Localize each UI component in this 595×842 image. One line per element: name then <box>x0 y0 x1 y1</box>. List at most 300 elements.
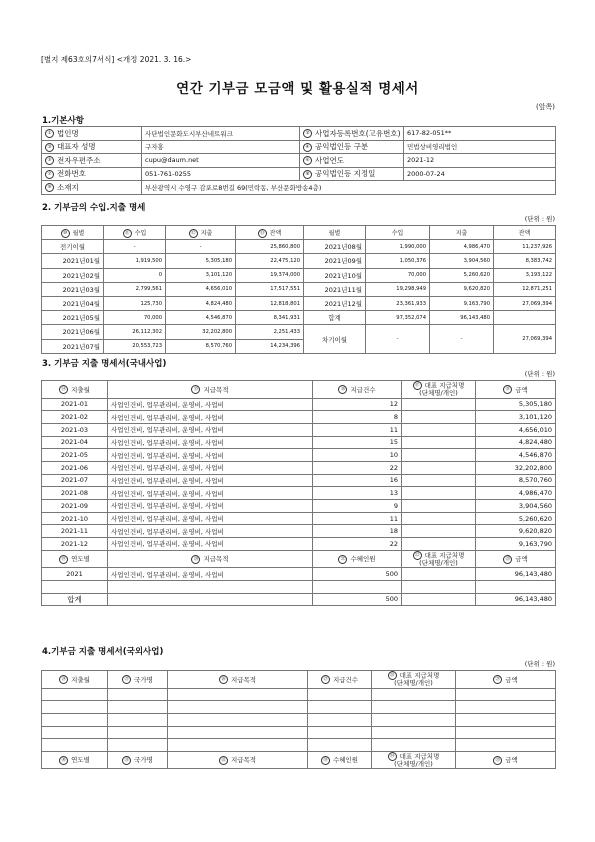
expense-row <box>42 487 556 500</box>
header-row <box>42 226 556 240</box>
year-row <box>42 568 556 581</box>
blank-cell <box>402 580 476 593</box>
carry-over-balance <box>494 325 556 353</box>
info-row <box>42 140 556 154</box>
income-value-text: 70,000 <box>143 314 162 321</box>
total-beneficiaries-text: 500 <box>385 595 398 604</box>
month-row <box>42 268 556 282</box>
expense-row <box>42 525 556 538</box>
column-header-text: 지급건수 <box>332 675 359 684</box>
month-label <box>42 240 104 254</box>
expense-amount <box>476 500 556 513</box>
expense-month-text: 2021-02 <box>60 413 89 422</box>
balance-value <box>494 254 556 268</box>
expense-amount-text: 5,305,180 <box>518 400 552 409</box>
item-number-badge: ⑧ <box>303 170 312 179</box>
month-label <box>42 339 104 353</box>
expense-amount <box>476 436 556 449</box>
income-value-text: 70,000 <box>407 272 426 279</box>
income-value <box>104 268 166 282</box>
column-header-text: 대표 지급처명 <box>424 381 465 390</box>
expense-amount-text: 9,620,820 <box>518 527 552 536</box>
info-label-text: 사업자등록번호(고유번호) <box>315 128 401 138</box>
info-label <box>42 154 142 168</box>
column-header-text: 월별 <box>328 230 341 238</box>
income-value-text: 2,799,561 <box>135 286 162 293</box>
income-value <box>104 282 166 296</box>
expense-amount-text: 32,202,800 <box>514 463 552 472</box>
month-label <box>42 311 104 325</box>
expense-row <box>42 500 556 513</box>
item-number-badge: ㉟ <box>493 756 502 765</box>
balance-value <box>494 296 556 310</box>
blank-cell <box>456 701 556 714</box>
blank-cell <box>42 688 108 701</box>
month-label-text: 2021년02월 <box>62 271 100 280</box>
info-label <box>42 127 142 141</box>
income-value-text: 23,361,933 <box>396 300 426 307</box>
expense-count <box>313 398 402 411</box>
expense-month <box>42 449 108 462</box>
income-value-text: 0 <box>158 272 162 279</box>
section-1-heading: 1.기본사항 <box>42 116 84 126</box>
basic-info-table <box>41 126 556 195</box>
expense-month-text: 2021-04 <box>60 438 89 447</box>
expense-purpose-text: 사업인건비, 업무관리비, 운영비, 사업비 <box>111 476 224 485</box>
total-amount-text: 96,143,480 <box>514 595 552 604</box>
item-number-badge: ㉙ <box>493 675 502 684</box>
blank-cell <box>372 701 456 714</box>
item-number-badge: ⑮ <box>191 385 200 394</box>
column-header <box>304 226 366 240</box>
column-header <box>402 550 476 568</box>
blank-cell <box>108 713 168 726</box>
blank-cell <box>42 726 108 739</box>
expense-month-text: 2021-06 <box>60 463 89 472</box>
balance-value-text: 11,237,926 <box>522 243 552 250</box>
column-header <box>456 751 556 769</box>
year-purpose-text: 사업인건비, 업무관리비, 운영비, 사업비 <box>111 570 224 579</box>
column-header <box>42 226 104 240</box>
item-number-badge: ㉘ <box>388 671 397 680</box>
column-header-text: 대표 지급처명 <box>399 671 440 680</box>
item-number-badge: ⑪ <box>123 229 132 238</box>
expense-amount-text: 8,570,760 <box>518 476 552 485</box>
expense-count-text: 18 <box>389 527 398 536</box>
recipient-name <box>402 487 476 500</box>
year-label-text: 2021 <box>66 570 83 579</box>
column-header-text: 수입 <box>134 229 147 237</box>
column-header <box>42 381 108 399</box>
column-header <box>402 381 476 399</box>
balance-value <box>236 282 304 296</box>
column-header-subtext: (단체명/개인) <box>419 558 458 567</box>
item-number-badge: ④ <box>303 143 312 152</box>
expense-value <box>166 268 236 282</box>
expense-amount <box>476 423 556 436</box>
expense-count <box>313 500 402 513</box>
info-label-text: 소재지 <box>57 182 79 192</box>
column-header-text: 지급목적 <box>230 675 257 684</box>
income-value-text: 125,730 <box>140 300 162 307</box>
column-header <box>430 226 494 240</box>
expense-value-text: 3,101,120 <box>205 272 232 279</box>
expense-count <box>313 423 402 436</box>
expense-purpose <box>108 525 313 538</box>
month-row <box>42 325 556 339</box>
item-number-badge: ⑳ <box>191 555 200 564</box>
blank-cell <box>168 739 308 752</box>
income-value <box>104 296 166 310</box>
expense-amount-text: 9,163,790 <box>518 539 552 548</box>
column-header <box>308 751 372 769</box>
year-amount <box>476 568 556 581</box>
column-header-text: 잔액 <box>518 230 531 238</box>
item-number-badge: ㉓ <box>503 555 512 564</box>
expense-month-text: 2021-08 <box>60 489 89 498</box>
expense-month <box>42 411 108 424</box>
expense-amount <box>476 398 556 411</box>
total-label-text: 합계 <box>328 314 341 323</box>
expense-month <box>42 423 108 436</box>
column-header <box>456 671 556 689</box>
column-header <box>168 671 308 689</box>
column-header-text: 지급건수 <box>350 385 376 394</box>
info-row <box>42 127 556 141</box>
info-row <box>42 167 556 181</box>
column-header-text: 대표 지급처명 <box>399 752 440 761</box>
month-row <box>42 254 556 268</box>
item-number-badge: ⑱ <box>503 385 512 394</box>
expense-purpose-text: 사업인건비, 업무관리비, 운영비, 사업비 <box>111 464 224 473</box>
expense-value <box>166 296 236 310</box>
blank-cell <box>456 726 556 739</box>
expense-purpose-text: 사업인건비, 업무관리비, 운영비, 사업비 <box>111 438 224 447</box>
expense-amount-text: 4,546,870 <box>518 451 552 460</box>
expense-count <box>313 436 402 449</box>
income-value-text: 26,112,302 <box>132 328 162 335</box>
balance-value-text: 14,234,396 <box>270 343 300 350</box>
balance-value-text: 2,251,433 <box>273 328 300 335</box>
info-value <box>404 154 556 168</box>
expense-count-text: 22 <box>389 539 398 548</box>
expense-amount-text: 4,824,480 <box>518 438 552 447</box>
info-value <box>142 140 300 154</box>
expense-count-text: 8 <box>393 413 398 422</box>
month-label <box>304 282 366 296</box>
item-number-badge: ㉛ <box>122 756 131 765</box>
expense-value-text: 9,620,820 <box>463 286 490 293</box>
expense-amount-text: 4,986,470 <box>518 489 552 498</box>
item-number-badge: ㉒ <box>413 551 422 560</box>
info-value-text: 구자홍 <box>145 143 164 152</box>
expense-count-text: 9 <box>393 501 398 510</box>
expense-month <box>42 512 108 525</box>
month-label-text: 2021년03월 <box>62 285 100 294</box>
balance-value-text: 12,871,251 <box>522 286 552 293</box>
info-label <box>42 181 142 195</box>
blank-cell <box>308 726 372 739</box>
column-header <box>308 671 372 689</box>
column-header <box>108 671 168 689</box>
blank-row <box>42 713 556 726</box>
column-header <box>108 751 168 769</box>
balance-value-text: 8,341,931 <box>273 314 300 321</box>
document-title: 연간 기부금 모금액 및 활용실적 명세서 <box>176 81 419 97</box>
section-2-heading: 2. 기부금의 수입.지출 명세 <box>42 203 146 213</box>
year-purpose <box>108 568 313 581</box>
month-label <box>304 296 366 310</box>
balance-value-text: 25,860,800 <box>270 243 300 250</box>
item-number-badge: ⑭ <box>59 385 68 394</box>
header-row <box>42 671 556 689</box>
info-label <box>300 127 404 141</box>
recipient-name <box>402 538 476 551</box>
expense-row <box>42 474 556 487</box>
column-header <box>166 226 236 240</box>
expense-value <box>430 254 494 268</box>
column-header-subtext: (단체명/개인) <box>394 679 433 687</box>
expense-value-text: 8,570,760 <box>205 343 232 350</box>
expense-value <box>430 296 494 310</box>
info-label-text: 법인명 <box>57 128 79 138</box>
expense-count-text: 11 <box>389 425 398 434</box>
blank-cell <box>108 593 313 606</box>
column-header-text: 대표 지급처명 <box>424 551 465 560</box>
expense-purpose-text: 사업인건비, 업무관리비, 운영비, 사업비 <box>111 502 224 511</box>
balance-value-text: 19,374,000 <box>270 272 300 279</box>
recipient-name <box>402 568 476 581</box>
column-header <box>42 550 108 568</box>
expense-purpose <box>108 398 313 411</box>
month-label-text: 2021년06월 <box>62 328 100 337</box>
item-number-badge: ⑤ <box>45 156 54 165</box>
expense-value-text: 4,986,470 <box>463 243 490 250</box>
balance-value <box>494 268 556 282</box>
column-header-text: 잔액 <box>269 229 282 237</box>
month-label <box>42 254 104 268</box>
expense-count-text: 11 <box>389 514 398 523</box>
expense-count <box>313 411 402 424</box>
info-label <box>42 167 142 181</box>
info-label <box>300 167 404 181</box>
column-header-text: 국가명 <box>134 675 153 684</box>
column-header-subtext: (단체명/개인) <box>419 389 458 397</box>
info-label <box>42 140 142 154</box>
income-value <box>366 240 430 254</box>
section-3-heading: 3. 기부금 지출 명세서(국내사업) <box>42 359 167 369</box>
expense-purpose <box>108 474 313 487</box>
expense-value <box>166 311 236 325</box>
blank-cell <box>456 739 556 752</box>
expense-purpose <box>108 512 313 525</box>
item-number-badge: ⑩ <box>61 229 70 238</box>
expense-count <box>313 487 402 500</box>
expense-value-text: 9,163,790 <box>463 300 490 307</box>
expense-count <box>313 538 402 551</box>
overseas-expense-table <box>41 670 556 769</box>
expense-count <box>313 512 402 525</box>
blank-cell <box>402 593 476 606</box>
blank-cell <box>108 580 313 593</box>
blank-row <box>42 701 556 714</box>
balance-value <box>236 339 304 353</box>
expense-purpose-text: 사업인건비, 업무관리비, 운영비, 사업비 <box>111 540 224 549</box>
month-label-text: 2021년01월 <box>62 257 100 266</box>
expense-value-text: 3,904,560 <box>463 257 490 264</box>
expense-month <box>42 474 108 487</box>
recipient-name <box>402 474 476 487</box>
balance-value <box>236 311 304 325</box>
info-label <box>300 154 404 168</box>
balance-value-text: 12,818,801 <box>270 300 300 307</box>
income-value <box>104 325 166 339</box>
expense-month-text: 2021-09 <box>60 501 89 510</box>
column-header-text: 금액 <box>505 675 518 684</box>
address-value <box>142 181 556 195</box>
expense-value-text: 4,824,480 <box>205 300 232 307</box>
income-value <box>366 296 430 310</box>
income-value <box>104 254 166 268</box>
info-value-text: 민법상비영리법인 <box>407 143 458 152</box>
expense-value <box>166 339 236 353</box>
column-header-text: 지급목적 <box>203 555 229 564</box>
section-4-heading: 4.기부금 지출 명세서(국외사업) <box>42 647 164 657</box>
item-number-badge: ㉝ <box>321 756 330 765</box>
column-header-text: 지출월 <box>71 675 90 684</box>
blank-cell <box>42 739 108 752</box>
expense-value <box>430 282 494 296</box>
header-row <box>42 751 556 769</box>
item-number-badge: ⑫ <box>189 229 198 238</box>
form-number: [별지 제63호의7서식] <개정 2021. 3. 16.> <box>41 55 192 64</box>
info-value-text: 617-82-051** <box>407 129 452 138</box>
balance-value-text: 27,069,394 <box>522 300 552 307</box>
total-amount <box>476 593 556 606</box>
balance-value-text: 17,517,551 <box>270 286 300 293</box>
column-header <box>108 381 313 399</box>
total-beneficiaries <box>313 593 402 606</box>
expense-value-text: 5,305,180 <box>205 257 232 264</box>
carry-over-balance-text: 27,069,394 <box>522 336 552 342</box>
year-label <box>42 568 108 581</box>
blank-row <box>42 739 556 752</box>
info-value-text: cupu@daum.net <box>145 156 199 165</box>
column-header-text: 지출월 <box>71 385 90 394</box>
expense-amount <box>476 538 556 551</box>
balance-value <box>236 325 304 339</box>
balance-value-text: 3,193,122 <box>525 272 552 279</box>
column-header <box>476 550 556 568</box>
expense-month-text: 2021-01 <box>60 400 89 409</box>
blank-cell <box>372 713 456 726</box>
carry-over-label-text: 차기이월 <box>321 335 348 344</box>
item-number-badge: ⑦ <box>45 170 54 179</box>
expense-month <box>42 461 108 474</box>
column-header-text: 지급목적 <box>203 385 229 394</box>
info-label-text: 전화번호 <box>57 169 86 179</box>
expense-month <box>42 436 108 449</box>
expense-count-text: 12 <box>389 400 398 409</box>
item-number-badge: ㉑ <box>338 555 347 564</box>
blank-cell <box>108 739 168 752</box>
expense-count-text: 13 <box>389 489 398 498</box>
column-header <box>104 226 166 240</box>
item-number-badge: ⑬ <box>258 229 267 238</box>
column-header-text: 월별 <box>72 229 85 237</box>
info-label-text: 전자우편주소 <box>57 155 101 165</box>
carry-over-label <box>304 325 366 353</box>
expense-count <box>313 449 402 462</box>
blank-cell <box>108 701 168 714</box>
expense-row <box>42 411 556 424</box>
item-number-badge: ⑰ <box>413 381 422 390</box>
blank-cell <box>308 701 372 714</box>
column-header-text: 연도별 <box>71 555 90 564</box>
expense-value <box>166 240 236 254</box>
income-value <box>366 268 430 282</box>
income-value <box>104 311 166 325</box>
blank-cell <box>372 726 456 739</box>
expense-purpose-text: 사업인건비, 업무관리비, 운영비, 사업비 <box>111 413 224 422</box>
month-row <box>42 282 556 296</box>
balance-value <box>236 296 304 310</box>
income-value-text: - <box>133 243 136 250</box>
month-label-text: 전기이월 <box>59 243 86 252</box>
month-label <box>304 240 366 254</box>
total-expense-text: 96,143,480 <box>460 314 490 321</box>
column-header <box>42 671 108 689</box>
blank-cell <box>372 688 456 701</box>
item-number-badge: ㉔ <box>59 675 68 684</box>
expense-value <box>430 268 494 282</box>
item-number-badge: ㉜ <box>219 756 228 765</box>
expense-count-text: 22 <box>389 463 398 472</box>
expense-amount-text: 3,904,560 <box>518 501 552 510</box>
income-value <box>104 339 166 353</box>
blank-cell <box>168 688 308 701</box>
expense-amount <box>476 487 556 500</box>
blank-cell <box>476 580 556 593</box>
recipient-name <box>402 449 476 462</box>
expense-purpose-text: 사업인건비, 업무관리비, 운영비, 사업비 <box>111 400 224 409</box>
expense-count-text: 15 <box>389 438 398 447</box>
info-value <box>142 127 300 141</box>
expense-row <box>42 538 556 551</box>
expense-value-text: 32,202,800 <box>202 328 232 335</box>
column-header-text: 지급목적 <box>230 756 257 765</box>
unit-label: (단위 : 원) <box>524 215 555 223</box>
blank-cell <box>308 713 372 726</box>
total-label <box>42 593 108 606</box>
expense-month <box>42 500 108 513</box>
column-header <box>108 550 313 568</box>
expense-amount-text: 3,101,120 <box>518 413 552 422</box>
total-income <box>366 311 430 325</box>
expense-purpose-text: 사업인건비, 업무관리비, 운영비, 사업비 <box>111 426 224 435</box>
info-value-text: 2000-07-24 <box>407 169 445 178</box>
column-header <box>313 550 402 568</box>
info-value <box>404 127 556 141</box>
income-value <box>366 254 430 268</box>
total-label <box>304 311 366 325</box>
month-label-text: 2021년05월 <box>62 314 100 323</box>
expense-purpose <box>108 436 313 449</box>
recipient-name <box>402 512 476 525</box>
column-header-text: 수혜인원 <box>350 555 376 564</box>
info-value <box>142 154 300 168</box>
total-income-text: 97,352,074 <box>396 314 426 321</box>
